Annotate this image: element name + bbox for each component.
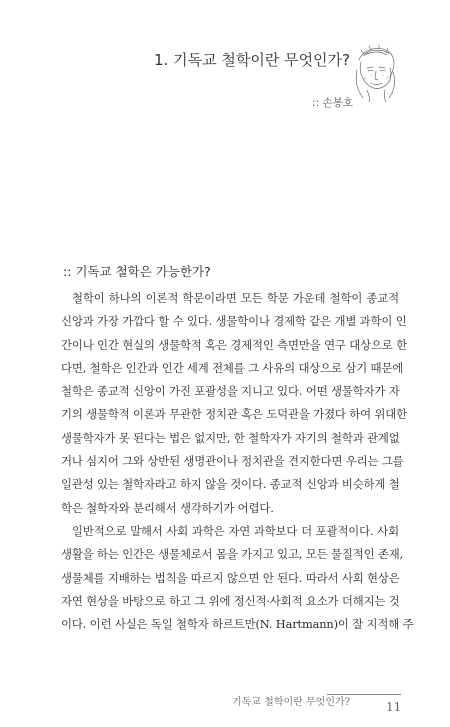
body-line: 일반적으로 말해서 사회 과학은 자연 과학보다 더 포괄적이다. 사회 <box>72 523 399 538</box>
body-line: 이다. 이런 사실은 독일 철학자 하르트만(N. Hartmann)이 잘 지적해 주 <box>61 617 414 632</box>
body-text <box>61 287 414 636</box>
body-line: 자연 현상을 바탕으로 하고 그 위에 정신적·사회적 요소가 더해지는 것 <box>61 593 400 608</box>
section-heading: :: 기독교 철학은 가능한가? <box>63 264 211 279</box>
body-line: 일관성 있는 철학자라고 하지 않을 것이다. 종교적 신앙과 비슷하게 철 <box>61 477 400 492</box>
page-number: 11 <box>386 700 402 714</box>
body-line: 다면, 철학은 인간과 인간 세계 전체를 그 사유의 대상으로 삼기 때문에 <box>61 360 404 375</box>
body-line: 기의 생물학적 이론과 무관한 정치관 혹은 도덕관을 가졌다 하여 위대한 <box>61 407 407 422</box>
author-name: :: 손봉호 <box>312 97 353 109</box>
chapter-title: 1. 기독교 철학이란 무엇인가? <box>154 51 350 69</box>
body-line: 생활을 하는 인간은 생물체로서 몸을 가지고 있고, 모든 물질적인 존재, <box>61 547 404 562</box>
body-line: 신앙과 가장 가깝다 할 수 있다. 생물학이나 경제학 같은 개별 과학이 인 <box>61 314 407 329</box>
body-line: 거나 심지어 그와 상반된 생명관이나 정치관을 견지한다면 우리는 그를 <box>61 454 404 469</box>
author-portrait-sketch <box>349 40 401 102</box>
body-line: 간이나 인간 현실의 생물학적 혹은 경제적인 측면만을 연구 대상으로 한 <box>61 337 407 352</box>
body-line: 생물체를 지배하는 법칙을 따르지 않으면 안 된다. 따라서 사회 현상은 <box>61 570 400 585</box>
body-line: 철학은 종교적 신앙이 가진 포괄성을 지니고 있다. 어떤 생물학자가 자 <box>61 384 400 399</box>
body-line: 철학이 하나의 이론적 학문이라면 모든 학문 가운데 철학이 종교적 <box>72 291 399 305</box>
running-title: 기독교 철학이란 무엇인가? <box>232 697 350 708</box>
body-line: 생물학자가 못 된다는 법은 없지만, 한 철학자가 자기의 철학과 관계없 <box>61 430 400 445</box>
body-line: 학은 철학자와 분리해서 생각하기가 어렵다. <box>61 500 274 515</box>
